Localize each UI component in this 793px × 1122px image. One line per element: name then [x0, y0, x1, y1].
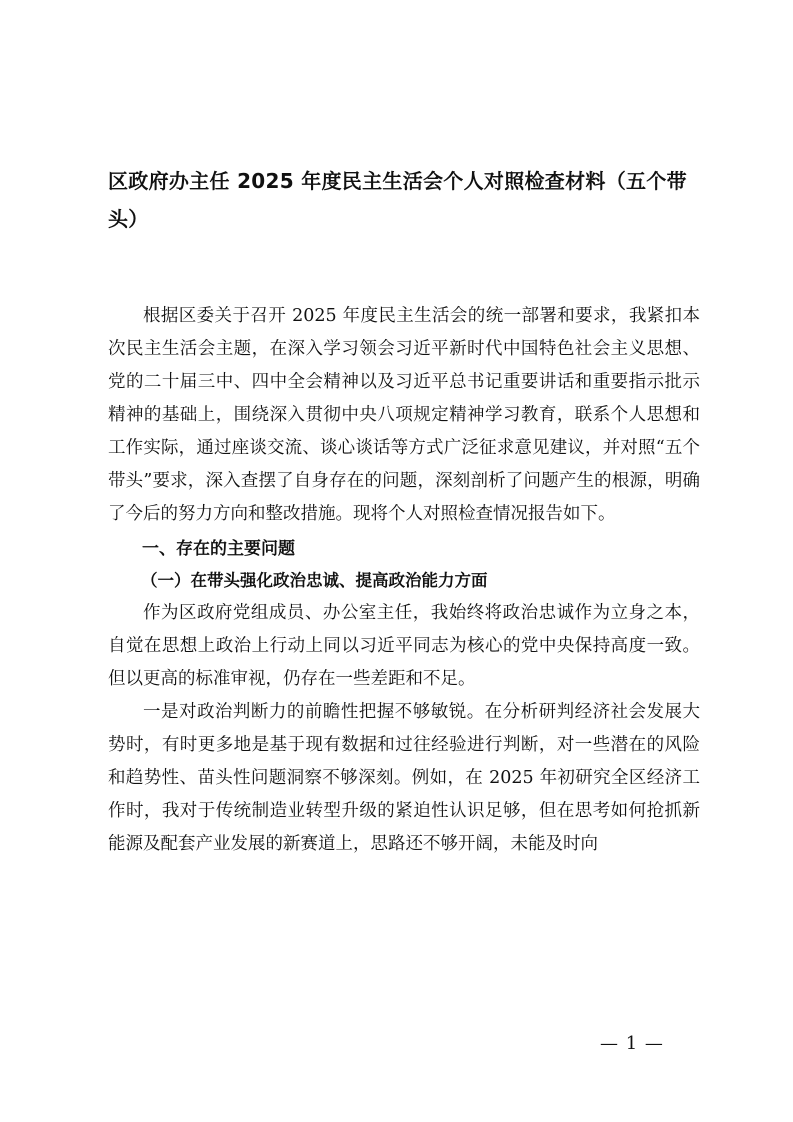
document-body — [108, 300, 700, 861]
document-title: 区政府办主任 2025 年度民主生活会个人对照检查材料（五个带头） — [108, 169, 687, 231]
section-heading: 一、存在的主要问题 — [142, 539, 295, 559]
intro-paragraph: 根据区委关于召开 2025 年度民主生活会的统一部署和要求，我紧扣本次民主生活会主题，在深入学习领会习近平新时代中国特色社会主义思想、党的二十届三中、四中全会精神以及习近平总书记重要讲话和重要指示批示精神的基础上，围绕深入贯彻中央八项规定精神学习教育，联系个人思想和工作实际，通过座谈交流、谈心谈话等方式广泛征求意见建议，并对照“五个带头”要求，深入查摆了自身存在的问题，深刻剖析了问题产生的根源，明确了今后的努力方向和整改措施。现将个人对照检查情况报告如下。 — [108, 306, 700, 524]
page-number: — 1 — — [600, 1033, 664, 1054]
body-paragraph: 一是对政治判断力的前瞻性把握不够敏锐。在分析研判经济社会发展大势时，有时更多地是基于现有数据和过往经验进行判断，对一些潜在的风险和趋势性、苗头性问题洞察不够深刻。例如，在 2025 年初研究全区经济工作时，我对于传统制造业转型升级的紧迫性认识足够，但在思考如何抢抓新能源及配套产业发展的新赛道上，思路还不够开阔，未能及时向 — [108, 702, 700, 854]
body-paragraph: 作为区政府党组成员、办公室主任，我始终将政治忠诚作为立身之本，自觉在思想上政治上行动上同以习近平同志为核心的党中央保持高度一致。但以更高的标准审视，仍存在一些差距和不足。 — [108, 603, 700, 689]
subsection-heading: （一）在带头强化政治忠诚、提高政治能力方面 — [141, 571, 488, 590]
